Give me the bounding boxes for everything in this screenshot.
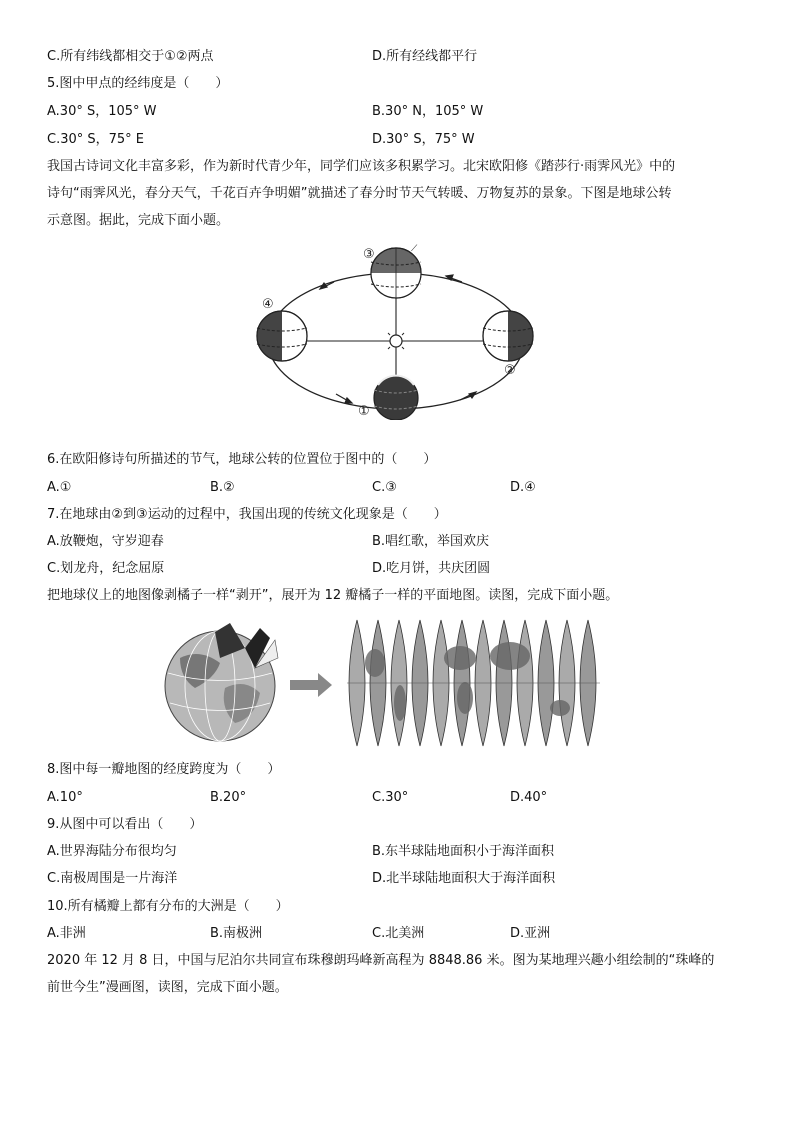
intro-paragraph-everest xyxy=(47,947,752,1001)
q8-stem: 8.图中每一瓣地图的经度跨度为（ ） xyxy=(47,762,281,777)
position-label-3: ③ xyxy=(363,247,375,262)
intro-line: 示意图。据此，完成下面小题。 xyxy=(47,213,230,228)
q7-option-d: D.吃月饼，共庆团圆 xyxy=(372,561,491,576)
earth-position-1 xyxy=(374,376,418,420)
q10-option-c: C.北美洲 xyxy=(372,926,425,941)
q5-stem: 5.图中甲点的经纬度是（ ） xyxy=(47,76,229,91)
svg-text:⟋: ⟋ xyxy=(411,244,418,254)
q10-option-a: A.非洲 xyxy=(47,926,86,941)
intro-line: 诗句“雨霁风光，春分天气，千花百卉争明媚”就描述了春分时节天气转暖、万物复苏的景象。下图是地球公转 xyxy=(47,186,672,201)
q9-option-d: D.北半球陆地面积大于海洋面积 xyxy=(372,871,556,886)
q5-option-d: D.30° S，75° W xyxy=(372,132,475,147)
intro-paragraph-poem xyxy=(47,153,752,234)
q7-option-a: A.放鞭炮，守岁迎春 xyxy=(47,534,164,549)
position-label-1: ① xyxy=(358,404,370,419)
q8-option-d: D.40° xyxy=(510,790,548,805)
position-label-4: ④ xyxy=(262,297,274,312)
arrow-right-icon xyxy=(290,673,332,697)
globe-peel-diagram xyxy=(160,618,610,748)
q8-option-a: A.10° xyxy=(47,790,83,805)
sun-icon xyxy=(384,329,408,353)
q10-option-d: D.亚洲 xyxy=(510,926,551,941)
q5-option-b: B.30° N，105° W xyxy=(372,104,484,119)
q5-option-c: C.30° S，75° E xyxy=(47,132,145,147)
q6-option-b: B.② xyxy=(210,480,235,495)
q6-option-a: A.① xyxy=(47,480,72,495)
q7-stem: 7.在地球由②到③运动的过程中，我国出现的传统文化现象是（ ） xyxy=(47,507,447,522)
globe-icon xyxy=(165,623,278,741)
earth-position-4 xyxy=(257,311,307,361)
q10-option-b: B.南极洲 xyxy=(210,926,263,941)
earth-orbit-diagram xyxy=(250,240,550,420)
q6-option-c: C.③ xyxy=(372,480,397,495)
q8-option-c: C.30° xyxy=(372,790,409,805)
intro-line: 我国古诗词文化丰富多彩，作为新时代青少年，同学们应该多积累学习。北宋欧阳修《踏莎行·雨霁风光》中的 xyxy=(47,159,676,174)
position-label-2: ② xyxy=(504,363,516,378)
q7-option-c: C.划龙舟，纪念屈原 xyxy=(47,561,165,576)
q9-option-c: C.南极周围是一片海洋 xyxy=(47,871,178,886)
q4-option-c: C.所有纬线都相交于①②两点 xyxy=(47,49,214,64)
q6-stem: 6.在欧阳修诗句所描述的节气，地球公转的位置位于图中的（ ） xyxy=(47,452,437,467)
q5-option-a: A.30° S，105° W xyxy=(47,104,157,119)
q4-option-d: D.所有经线都平行 xyxy=(372,49,478,64)
earth-position-3 xyxy=(371,244,421,298)
intro-paragraph-orange-map: 把地球仪上的地图像剥橘子一样“剥开”，展开为 12 瓣橘子一样的平面地图。读图，完成下面小题。 xyxy=(47,588,619,603)
earth-position-2 xyxy=(483,311,533,361)
intro-line: 2020 年 12 月 8 日，中国与尼泊尔共同宣布珠穆朗玛峰新高程为 8848.86 米。图为某地理兴趣小组绘制的“珠峰的 xyxy=(47,953,715,968)
q10-stem: 10.所有橘瓣上都有分布的大洲是（ ） xyxy=(47,899,289,914)
q9-option-b: B.东半球陆地面积小于海洋面积 xyxy=(372,844,555,859)
q9-option-a: A.世界海陆分布很均匀 xyxy=(47,844,177,859)
q6-option-d: D.④ xyxy=(510,480,536,495)
q9-stem: 9.从图中可以看出（ ） xyxy=(47,817,203,832)
q7-option-b: B.唱红歌，举国欢庆 xyxy=(372,534,490,549)
intro-line: 前世今生”漫画图，读图，完成下面小题。 xyxy=(47,980,288,995)
q8-option-b: B.20° xyxy=(210,790,247,805)
